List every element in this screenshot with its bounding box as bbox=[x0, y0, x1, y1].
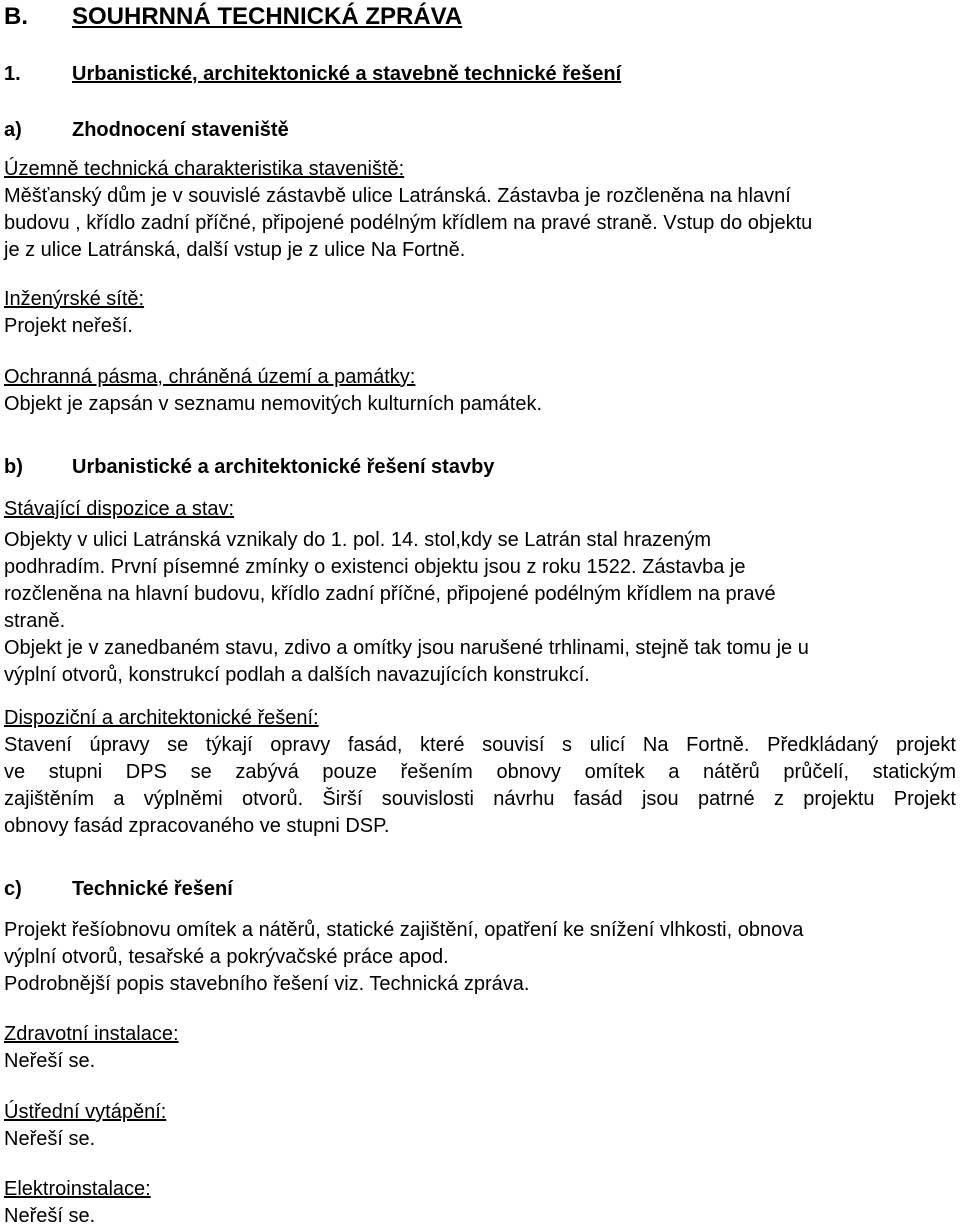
section-c-plumbing bbox=[4, 1021, 956, 1075]
paragraph-line: Neřeší se. bbox=[4, 1050, 96, 1072]
document-title bbox=[4, 2, 462, 32]
subheading-heating: Ústřední vytápění: bbox=[4, 1101, 167, 1123]
paragraph-line: Neřeší se. bbox=[4, 1205, 96, 1227]
subheading-electrical: Elektroinstalace: bbox=[4, 1178, 151, 1200]
paragraph-line: Neřeší se. bbox=[4, 1128, 96, 1150]
section-a-protection bbox=[4, 364, 956, 418]
section-1-number: 1. bbox=[4, 63, 21, 85]
subheading-site-characteristics: Územně technická charakteristika staveniště: bbox=[4, 158, 405, 180]
paragraph-line: Projekt neřeší. bbox=[4, 315, 133, 337]
paragraph-line: zajištěním a výplněmi otvorů. Širší souvislosti návrhu fasád jsou patrné z projektu Projekt bbox=[4, 788, 956, 810]
section-a-title: Zhodnocení staveniště bbox=[72, 119, 289, 141]
title-text: SOUHRNNÁ TECHNICKÁ ZPRÁVA bbox=[72, 3, 463, 30]
paragraph-line: obnovy fasád zpracovaného ve stupni DSP. bbox=[4, 815, 390, 837]
section-c-body bbox=[4, 917, 956, 998]
paragraph-line: budovu , křídlo zadní příčné, připojené podélným křídlem na pravé straně. Vstup do objektu bbox=[4, 212, 813, 234]
paragraph-line: podhradím. První písemné zmínky o existenci objektu jsou z roku 1522. Zástavba je bbox=[4, 556, 746, 578]
section-b-current-state bbox=[4, 496, 956, 689]
section-b-architecture bbox=[4, 705, 956, 840]
paragraph-line: výplní otvorů, konstrukcí podlah a dalších navazujících konstrukcí. bbox=[4, 664, 590, 686]
section-b-number: b) bbox=[4, 456, 23, 478]
paragraph-line: rozčleněna na hlavní budovu, křídlo zadní příčné, připojené podélným křídlem na pravé bbox=[4, 583, 776, 605]
section-1-heading bbox=[4, 60, 621, 88]
paragraph-line: výplní otvorů, tesařské a pokrývačské práce apod. bbox=[4, 946, 449, 968]
paragraph-line: Měšťanský dům je v souvislé zástavbě ulice Latránská. Zástavba je rozčleněna na hlavní bbox=[4, 185, 791, 207]
subheading-architectural-solution: Dispoziční a architektonické řešení: bbox=[4, 707, 319, 729]
paragraph-line: Objekt je v zanedbaném stavu, zdivo a omítky jsou narušené trhlinami, stejně tak tomu je u bbox=[4, 637, 809, 659]
subheading-engineering-networks: Inženýrské sítě: bbox=[4, 288, 145, 310]
section-a-networks bbox=[4, 286, 956, 340]
section-c-number: c) bbox=[4, 878, 22, 900]
paragraph-line: Projekt řešíobnovu omítek a nátěrů, statické zajištění, opatření ke snížení vlhkosti, obnova bbox=[4, 919, 804, 941]
paragraph-line: straně. bbox=[4, 610, 66, 632]
section-a-body bbox=[4, 156, 956, 264]
section-c-title: Technické řešení bbox=[72, 878, 233, 900]
paragraph-line: je z ulice Latránská, další vstup je z ulice Na Fortně. bbox=[4, 239, 466, 261]
subheading-current-layout: Stávající dispozice a stav: bbox=[4, 498, 235, 520]
paragraph-line: Stavení úpravy se týkají opravy fasád, které souvisí s ulicí Na Fortně. Předkládaný projekt bbox=[4, 734, 956, 756]
paragraph-line: Objekt je zapsán v seznamu nemovitých kulturních památek. bbox=[4, 393, 543, 415]
subheading-protection-zones: Ochranná pásma, chráněná území a památky: bbox=[4, 366, 416, 388]
section-b-title: Urbanistické a architektonické řešení stavby bbox=[72, 456, 495, 478]
section-1-title: Urbanistické, architektonické a stavebně technické řešení bbox=[72, 63, 622, 85]
section-c-heating bbox=[4, 1099, 956, 1153]
section-c-electrical bbox=[4, 1176, 956, 1230]
section-b-heading bbox=[4, 453, 494, 481]
title-number: B. bbox=[4, 3, 28, 30]
paragraph-line: ve stupni DPS se zabývá pouze řešením obnovy omítek a nátěrů průčelí, statickým bbox=[4, 761, 956, 783]
section-a-number: a) bbox=[4, 119, 22, 141]
section-a-heading bbox=[4, 116, 289, 144]
section-c-heading bbox=[4, 875, 233, 903]
paragraph-line: Objekty v ulici Latránská vznikaly do 1. pol. 14. stol,kdy se Latrán stal hrazeným bbox=[4, 529, 712, 551]
subheading-plumbing: Zdravotní instalace: bbox=[4, 1023, 179, 1045]
paragraph-line: Podrobnější popis stavebního řešení viz. Technická zpráva. bbox=[4, 973, 530, 995]
